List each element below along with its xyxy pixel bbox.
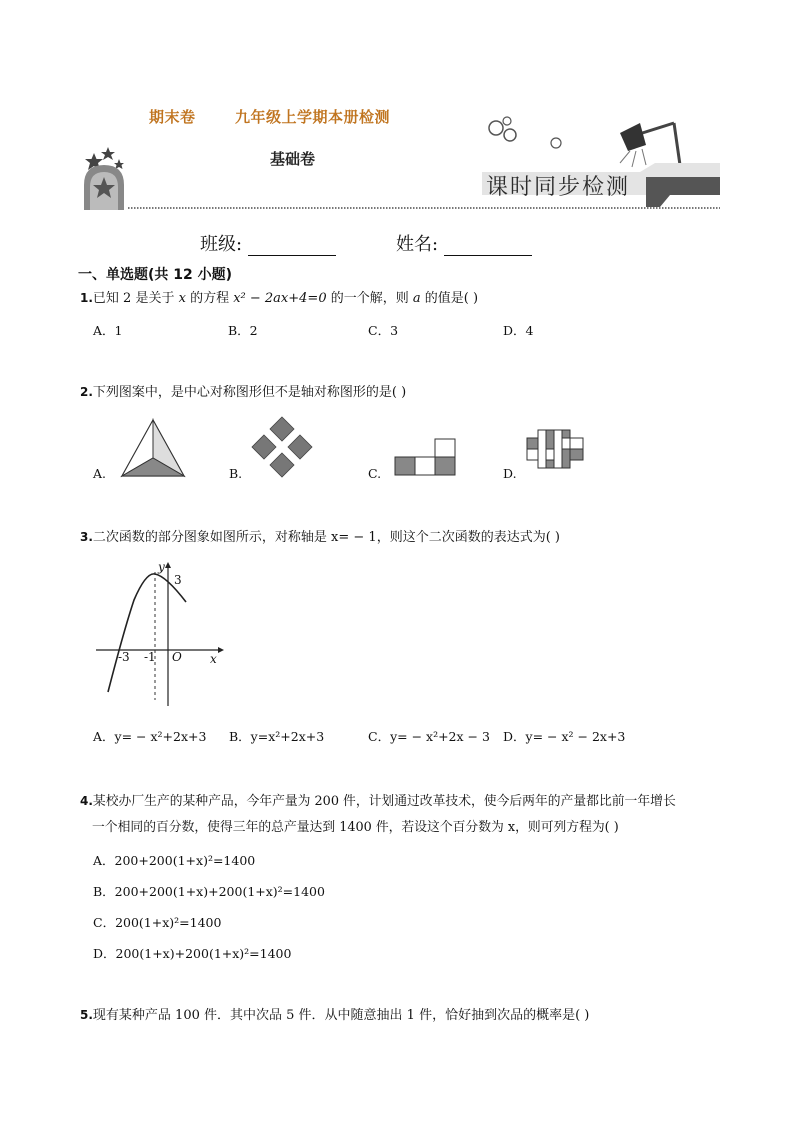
section-title: 一、单选题(共 12 小题) [78,267,233,283]
name-label: 姓名: [396,234,439,255]
q4-option-b[interactable]: B．200+200(1+x)+200(1+x)²=1400 [93,884,325,899]
q3-option-a[interactable]: A．y= − x²+2x+3 [93,729,207,744]
q2-option-b[interactable]: B. [229,466,243,481]
q2-option-a[interactable]: A. [93,466,107,481]
question-number: 4. [80,794,93,808]
exam-title: 九年级上学期本册检测 [235,108,391,126]
class-blank[interactable] [248,237,336,256]
name-blank[interactable] [444,237,532,256]
q1-option-b[interactable]: B．2 [228,323,258,338]
star-icon [101,147,115,160]
exam-type: 期末卷 [149,108,196,126]
q2-figure-b [250,415,314,479]
y-axis-label: y [158,560,165,574]
class-label: 班级: [200,234,243,255]
q1-text: 的一个解，则 [326,291,413,306]
question-number: 5. [80,1008,93,1022]
lamp-icon [620,123,680,167]
question-number: 1. [80,291,93,305]
origin-label: O [172,650,182,664]
q4-option-d[interactable]: D．200(1+x)+200(1+x)²=1400 [93,946,292,961]
q1-text: 的值是( ) [420,291,479,306]
q4-option-a[interactable]: A．200+200(1+x)²=1400 [93,853,256,868]
q1-option-a[interactable]: A．1 [93,323,123,338]
tick-label-minus1: -1 [144,650,156,664]
question-number: 3. [80,530,93,544]
q3-option-d[interactable]: D．y= − x² − 2x+3 [503,729,626,744]
question-number: 2. [80,385,93,399]
x-axis-label: x [210,652,217,666]
banner-title: 课时同步检测 [486,175,631,200]
q1-var: x [178,291,186,306]
q3-parabola-graph [94,560,226,710]
question-2 [80,383,406,402]
tick-label-minus3: -3 [118,650,130,664]
q1-equation: x² − 2ax+4=0 [233,291,327,306]
q2-figure-a [120,418,186,480]
parabola-curve [108,574,186,692]
exam-level: 基础卷 [270,150,316,168]
q3-option-b[interactable]: B．y=x²+2x+3 [229,729,325,744]
q5-text: 现有某种产品 100 件．其中次品 5 件．从中随意抽出 1 件，恰好抽到次品的概率是( ) [92,1008,590,1023]
q4-text-line2: 一个相同的百分数，使得三年的总产量达到 1400 件，若设这个百分数为 x，则可列方程为( ) [92,820,619,835]
q2-figure-d [525,428,585,472]
q2-option-c[interactable]: C. [368,466,382,481]
q1-text: 的方程 [185,291,234,306]
q2-text: 下列图案中，是中心对称图形但不是轴对称图形的是( ) [92,385,407,400]
class-field [200,230,336,256]
q3-text: 二次函数的部分图象如图所示，对称轴是 x= − 1，则这个二次函数的表达式为( ) [92,530,560,545]
q1-option-d[interactable]: D．4 [503,323,534,338]
question-5 [80,1006,589,1025]
question-3 [80,528,560,547]
q1-text: 已知 2 是关于 [92,291,179,306]
question-4 [80,792,676,811]
q1-option-c[interactable]: C．3 [368,323,399,338]
q1-var: a [412,291,421,306]
q4-option-c[interactable]: C．200(1+x)²=1400 [93,915,222,930]
name-field [396,230,532,256]
q4-text-line1: 某校办厂生产的某种产品，今年产量为 200 件，计划通过改革技术，使今后两年的产量都比前一年增长 [92,794,676,809]
q2-figure-c [394,437,456,477]
question-1 [80,289,478,308]
y-intercept-label: 3 [174,573,182,587]
q3-option-c[interactable]: C．y= − x²+2x − 3 [368,729,490,744]
q2-option-d[interactable]: D. [503,466,517,481]
